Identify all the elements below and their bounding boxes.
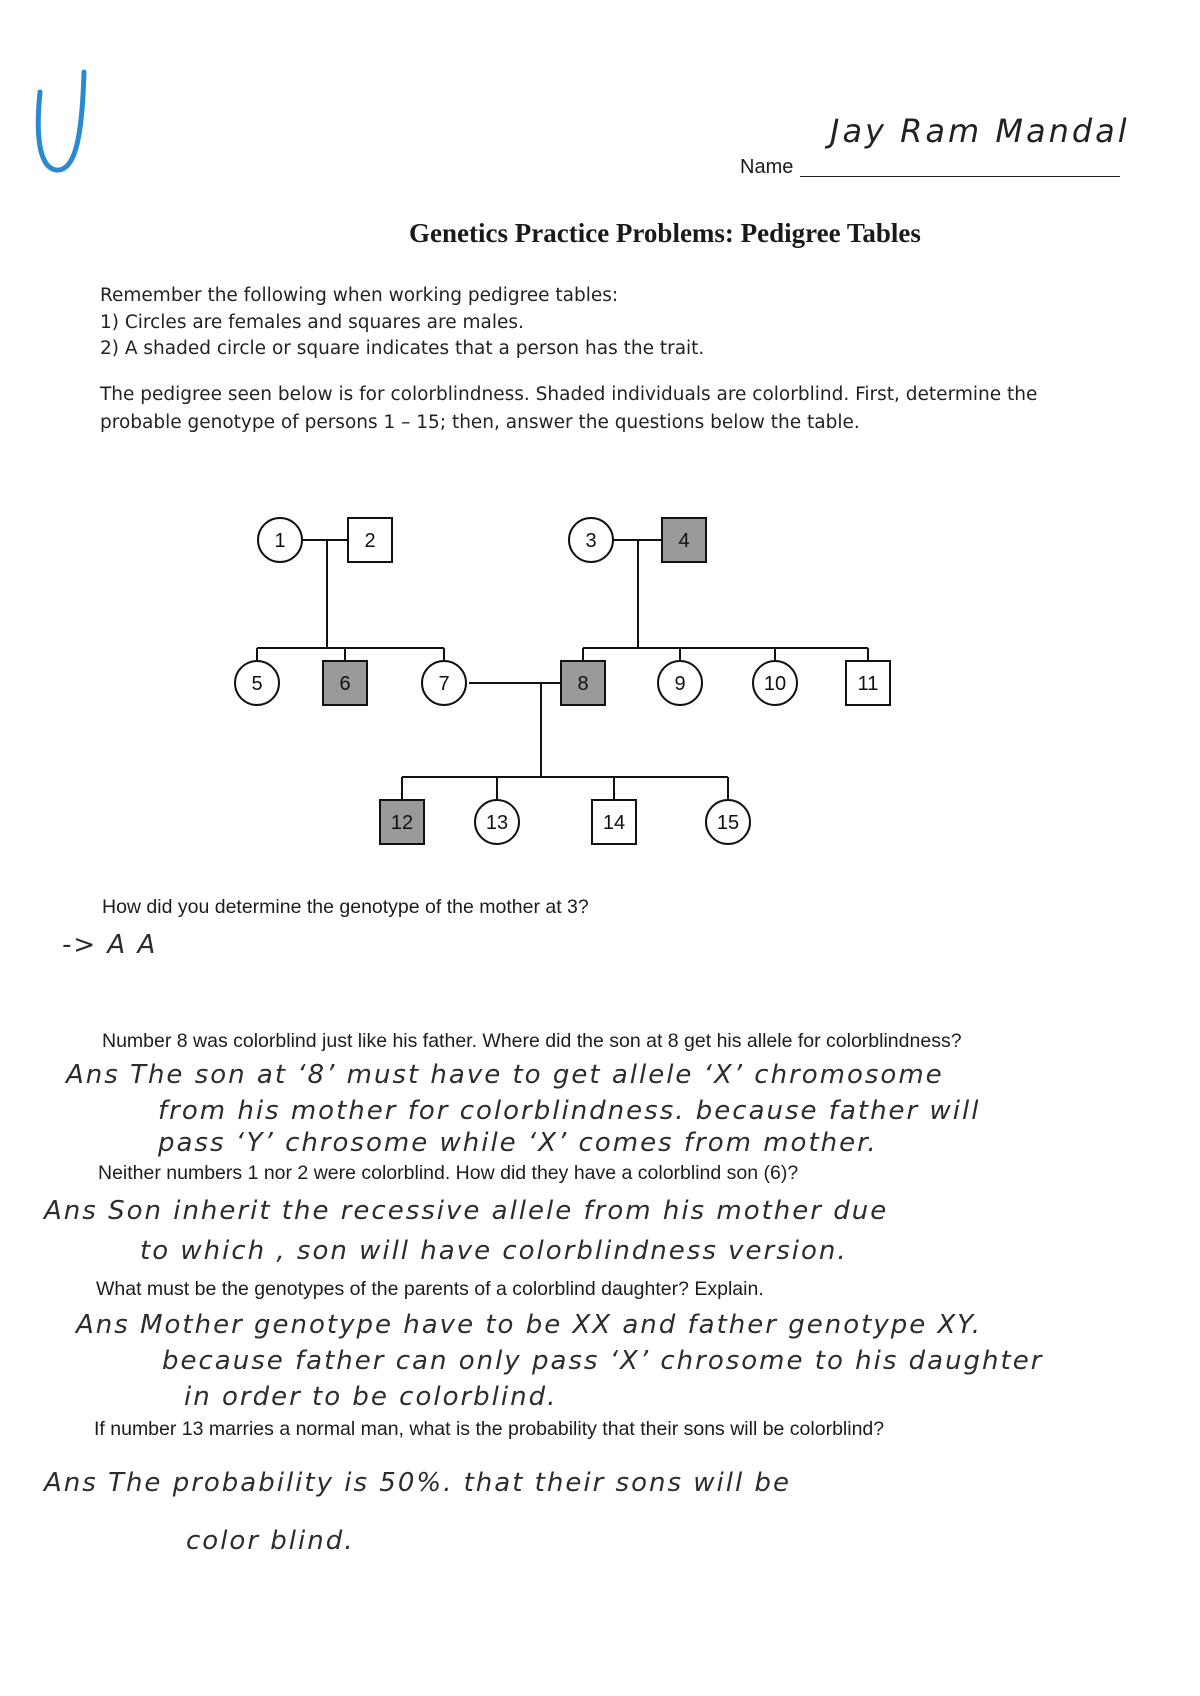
question-2: Number 8 was colorblind just like his father. Where did the son at 8 get his allele for colorblindness? [102,1030,962,1052]
individual-number: 1 [274,530,286,552]
answer-2-line-3: pass ‘Y’ chrosome while ‘X’ comes from mother. [158,1128,878,1158]
answer-2-line-1: Ans The son at ‘8’ must have to get allele ‘X’ chromosome [66,1060,944,1090]
individual-number: 6 [339,673,351,695]
individual-8-square [561,661,605,705]
individual-1-circle [258,518,302,562]
name-label: Name [740,156,794,178]
individual-number: 4 [678,530,690,552]
individual-number: 11 [857,673,879,695]
worksheet-title: Genetics Practice Problems: Pedigree Tables [409,218,921,248]
intro-line-1: Remember the following when working pedigree tables: [100,285,619,306]
answer-5-line-2: color blind. [186,1526,355,1556]
intro-line-2: 1) Circles are females and squares are males. [100,312,524,333]
individual-3-circle [569,518,613,562]
individual-15-circle [706,800,750,844]
question-4: What must be the genotypes of the parents of a colorblind daughter? Explain. [96,1278,764,1300]
answer-4-line-2: because father can only pass ‘X’ chrosome to his daughter [162,1346,1044,1376]
intro-line-4: The pedigree seen below is for colorblindness. Shaded individuals are colorblind. First, determine the [100,384,1038,405]
individual-number: 10 [763,673,787,695]
intro-line-5: probable genotype of persons 1 – 15; then, answer the questions below the table. [100,412,860,433]
individual-number: 12 [390,812,414,834]
intro-line-3: 2) A shaded circle or square indicates that a person has the trait. [100,338,705,359]
individual-12-square [380,800,424,844]
question-5: If number 13 marries a normal man, what is the probability that their sons will be colorblind? [94,1418,885,1440]
answer-1-line-1: -> A A [62,930,158,960]
individual-11-square [846,661,890,705]
individual-9-circle [658,661,702,705]
answer-3-line-1: Ans Son inherit the recessive allele from his mother due [44,1196,889,1226]
individual-number: 2 [364,530,376,552]
answer-5-line-1: Ans The probability is 50%. that their sons will be [44,1468,791,1498]
individual-number: 3 [585,530,597,552]
answer-2-line-2: from his mother for colorblindness. because father will [158,1096,981,1126]
individual-4-square [662,518,706,562]
individual-number: 15 [716,812,740,834]
pedigree-individuals [235,518,890,844]
individual-number: 8 [577,673,589,695]
individual-14-square [592,800,636,844]
student-name: Jay Ram Mandal [830,112,1130,150]
individual-7-circle [422,661,466,705]
individual-number: 5 [251,673,263,695]
individual-number: 14 [602,812,626,834]
individual-5-circle [235,661,279,705]
individual-number: 7 [438,673,450,695]
individual-number: 9 [674,673,686,695]
individual-number: 13 [485,812,509,834]
answer-3-line-2: to which , son will have colorblindness version. [140,1236,848,1266]
individual-10-circle [753,661,797,705]
answer-4-line-3: in order to be colorblind. [184,1382,558,1412]
question-3: Neither numbers 1 nor 2 were colorblind. How did they have a colorblind son (6)? [98,1162,799,1184]
individual-6-square [323,661,367,705]
answer-4-line-1: Ans Mother genotype have to be XX and father genotype XY. [76,1310,983,1340]
question-1: How did you determine the genotype of the mother at 3? [102,896,589,918]
individual-2-square [348,518,392,562]
individual-13-circle [475,800,519,844]
